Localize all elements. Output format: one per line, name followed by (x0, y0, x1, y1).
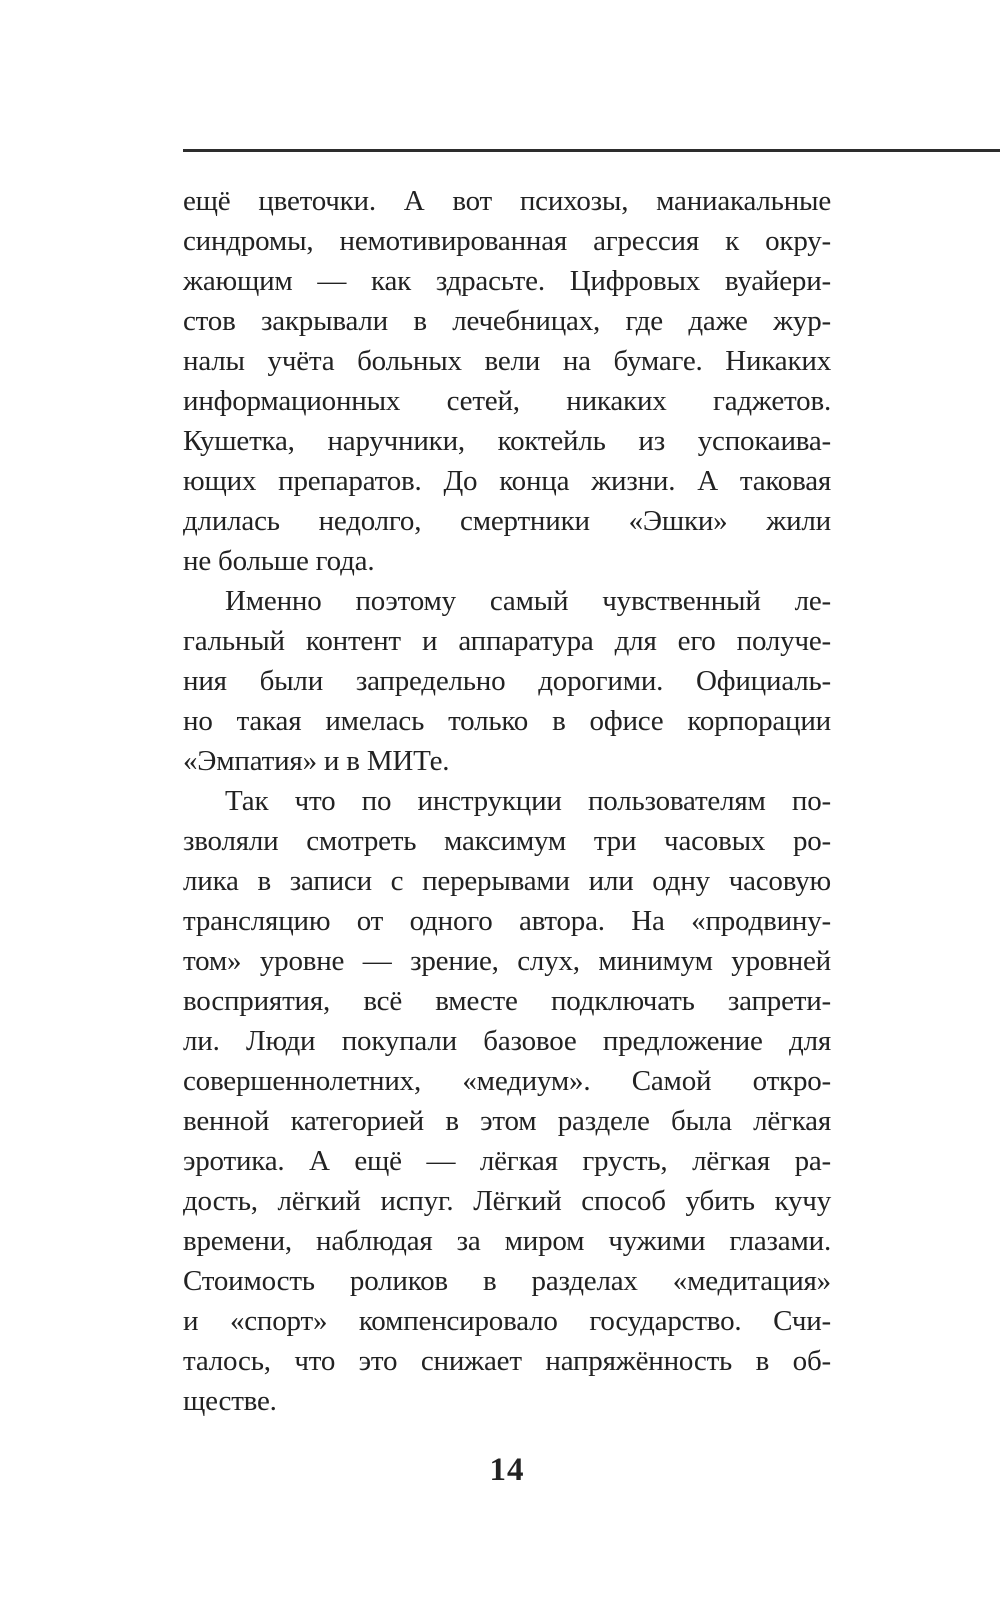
text-line: но такая имелась только в офисе корпорации (183, 705, 831, 737)
text-line: Стоимость роликов в разделах «медитация» (183, 1265, 831, 1297)
page-number: 14 (489, 1452, 525, 1488)
text-line: зволяли смотреть максимум три часовых ро- (183, 825, 831, 857)
text-line: времени, наблюдая за миром чужими глазами. (183, 1225, 831, 1257)
text-line: ещё цветочки. А вот психозы, маниакальные (183, 185, 831, 217)
text-line: не больше года. (183, 545, 375, 577)
text-line: Кушетка, наручники, коктейль из успокаива- (183, 425, 831, 457)
text-line: информационных сетей, никаких гаджетов. (183, 385, 831, 417)
text-line: и «спорт» компенсировало государство. Счи- (183, 1305, 831, 1337)
text-line: жающим — как здрасьте. Цифровых вуайери- (183, 265, 831, 297)
text-line: ющих препаратов. До конца жизни. А таковая (183, 465, 831, 497)
text-line: совершеннолетних, «медиум». Самой откро- (183, 1065, 831, 1097)
text-line: «Эмпатия» и в МИТе. (183, 745, 450, 777)
text-line: ществе. (183, 1385, 277, 1417)
page-top-rule (183, 149, 1000, 152)
text-line: налы учёта больных вели на бумаге. Никаких (183, 345, 831, 377)
text-line: трансляцию от одного автора. На «продвину- (183, 905, 831, 937)
text-line: гальный контент и аппаратура для его получе- (183, 625, 831, 657)
text-line: талось, что это снижает напряжённость в об- (183, 1345, 831, 1377)
text-line: стов закрывали в лечебницах, где даже жур- (183, 305, 831, 337)
page-text (183, 181, 831, 1421)
text-line: том» уровне — зрение, слух, минимум уровней (183, 945, 831, 977)
text-line: эротика. А ещё — лёгкая грусть, лёгкая ра- (183, 1145, 831, 1177)
text-line: ния были запредельно дорогими. Официаль- (183, 665, 831, 697)
text-line: восприятия, всё вместе подключать запрети- (183, 985, 831, 1017)
text-line: Так что по инструкции пользователям по- (225, 785, 831, 817)
text-line: лика в записи с перерывами или одну часовую (183, 865, 831, 897)
text-line: дость, лёгкий испуг. Лёгкий способ убить кучу (183, 1185, 831, 1217)
text-line: ли. Люди покупали базовое предложение для (183, 1025, 831, 1057)
text-line: длилась недолго, смертники «Эшки» жили (183, 505, 831, 537)
text-line: венной категорией в этом разделе была лёгкая (183, 1105, 831, 1137)
text-line: Именно поэтому самый чувственный ле- (225, 585, 831, 617)
text-line: синдромы, немотивированная агрессия к окру- (183, 225, 831, 257)
